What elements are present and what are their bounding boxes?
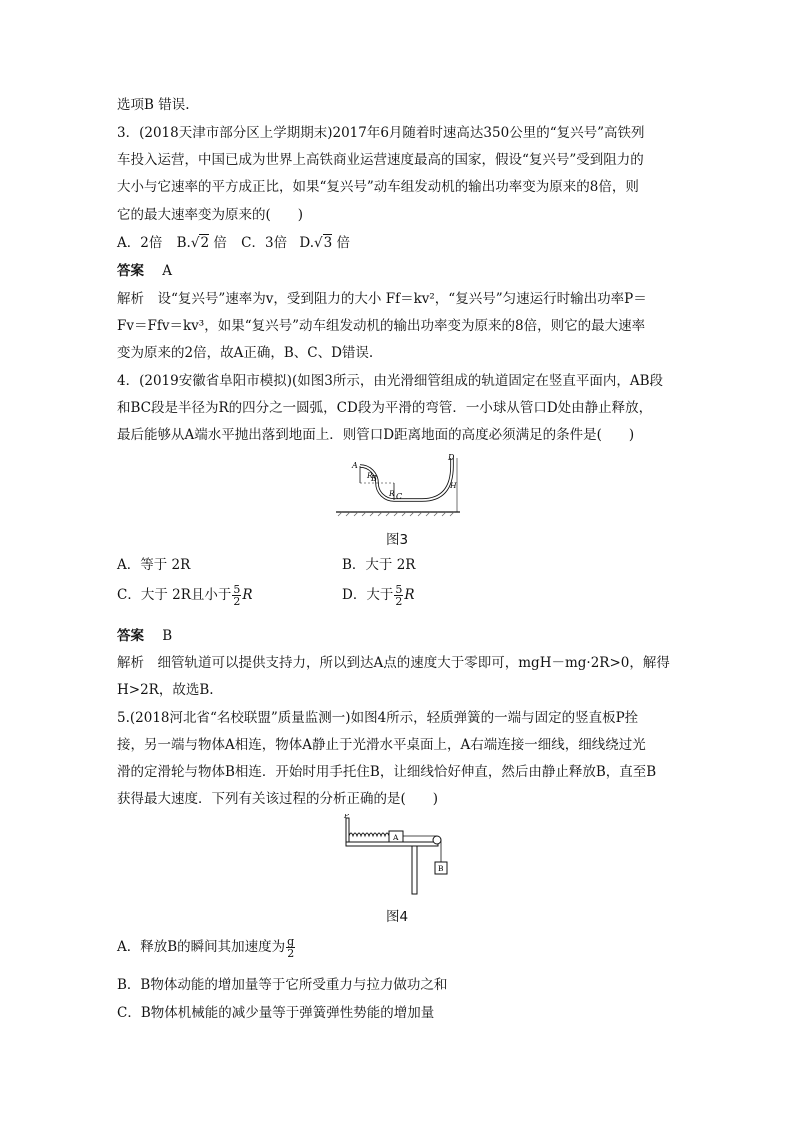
question-5-line: 滑的定滑轮与物体B相连．开始时用手托住B，让细线恰好伸直，然后由静止释放B，直至B — [117, 764, 657, 780]
question-5-line: 获得最大速度．下列有关该过程的分析正确的是( ) — [117, 791, 439, 807]
answer-value: B — [162, 628, 173, 644]
option-d: D．大于 $\frac{5}{2}$ R — [342, 583, 415, 608]
label-r2: R — [389, 489, 395, 498]
question-5-line: 5.(2018河北省“名校联盟”质量监测一)如图4所示，轻质弹簧的一端与固定的竖直板P拴 — [117, 710, 639, 726]
fraction: $\frac{5}{2}$ — [395, 583, 403, 608]
fraction: $\frac{5}{2}$ — [233, 583, 241, 608]
option-b: B.√2 倍 — [176, 235, 227, 251]
label-d: D — [448, 453, 455, 462]
question-3-line: 3．(2018天津市部分区上学期期末)2017年6月随着时速高达350公里的“复兴号”高铁列 — [117, 125, 645, 141]
figure-4-spring-pulley-diagram — [340, 814, 455, 898]
label-b: B — [371, 474, 377, 483]
option-c: C．3倍 — [241, 235, 288, 251]
option-c-text: C．大于 2R且小于 — [117, 587, 232, 603]
figure-3-caption: 图3 — [386, 532, 409, 548]
question-4-options-row2: C．大于 2R且小于 $\frac{5}{2}$ R — [117, 583, 253, 608]
question-4-line: 最后能够从A端水平抛出落到地面上．则管口D距离地面的高度必须满足的条件是( ) — [117, 427, 635, 443]
question-3-line: 它的最大速率变为原来的( ) — [117, 207, 304, 223]
question-3-line: 车投入运营，中国已成为世界上高铁商业运营速度最高的国家，假设“复兴号”受到阻力的 — [117, 152, 644, 168]
question-4-answer — [117, 627, 172, 645]
analysis-line: 解析 细管轨道可以提供支持力，所以到达A点的速度大于零即可，mgH－mg·2R>0，解得 — [117, 655, 670, 671]
figure-4-caption: 图4 — [386, 909, 409, 925]
option-d: D.√3 倍 — [299, 235, 351, 251]
option-a: A．2倍 — [117, 235, 163, 251]
question-3-answer — [117, 262, 172, 280]
analysis-line: H>2R，故选B. — [117, 682, 214, 698]
text-line: 选项B 错误. — [117, 97, 190, 113]
label-r1: R — [367, 471, 373, 480]
answer-label: 答案 — [117, 263, 144, 279]
analysis-line: 解析 设“复兴号”速率为v，受到阻力的大小 Ff＝kv²，“复兴号”匀速运行时输出功率P＝ — [117, 291, 647, 307]
question-4-line: 4．(2019安徽省阜阳市模拟)(如图3所示，由光滑细管组成的轨道固定在竖直平面内，AB段 — [117, 373, 664, 389]
label-p: P — [344, 814, 350, 820]
question-5-option-b: B．B物体动能的增加量等于它所受重力与拉力做功之和 — [117, 977, 448, 993]
fraction: $\frac{g}{2}$ — [287, 935, 295, 960]
question-3-options — [117, 234, 350, 252]
question-4-line: 和BC段是半径为R的四分之一圆弧，CD段为平滑的弯管．一小球从管口D处由静止释放， — [117, 400, 653, 416]
option-a: A．等于 2R — [117, 557, 191, 573]
question-5-option-c: C．B物体机械能的减少量等于弹簧弹性势能的增加量 — [117, 1005, 435, 1021]
label-a: A — [393, 833, 399, 842]
question-4-options-row1 — [117, 556, 190, 574]
question-3-line: 大小与它速率的平方成正比，如果“复兴号”动车组发动机的输出功率变为原来的8倍，则 — [117, 179, 639, 195]
label-b: B — [438, 864, 444, 873]
analysis-line: Fv＝Ffv＝kv³，如果“复兴号”动车组发动机的输出功率变为原来的8倍，则它的最大速率 — [117, 318, 646, 334]
question-5-option-a: A．释放B的瞬间其加速度为 $\frac{g}{2}$ — [117, 935, 295, 960]
question-5-line: 接，另一端与物体A相连，物体A静止于光滑水平桌面上，A右端连接一细线，细线绕过光 — [117, 737, 646, 753]
label-a: A — [352, 461, 358, 470]
figure-3-track-diagram — [330, 452, 465, 522]
answer-label: 答案 — [117, 628, 144, 644]
label-h: H — [450, 481, 457, 490]
analysis-line: 变为原来的2倍，故A正确，B、C、D错误. — [117, 345, 374, 361]
label-c: C — [396, 492, 403, 501]
answer-value: A — [162, 263, 173, 279]
option-b: B．大于 2R — [342, 557, 416, 573]
